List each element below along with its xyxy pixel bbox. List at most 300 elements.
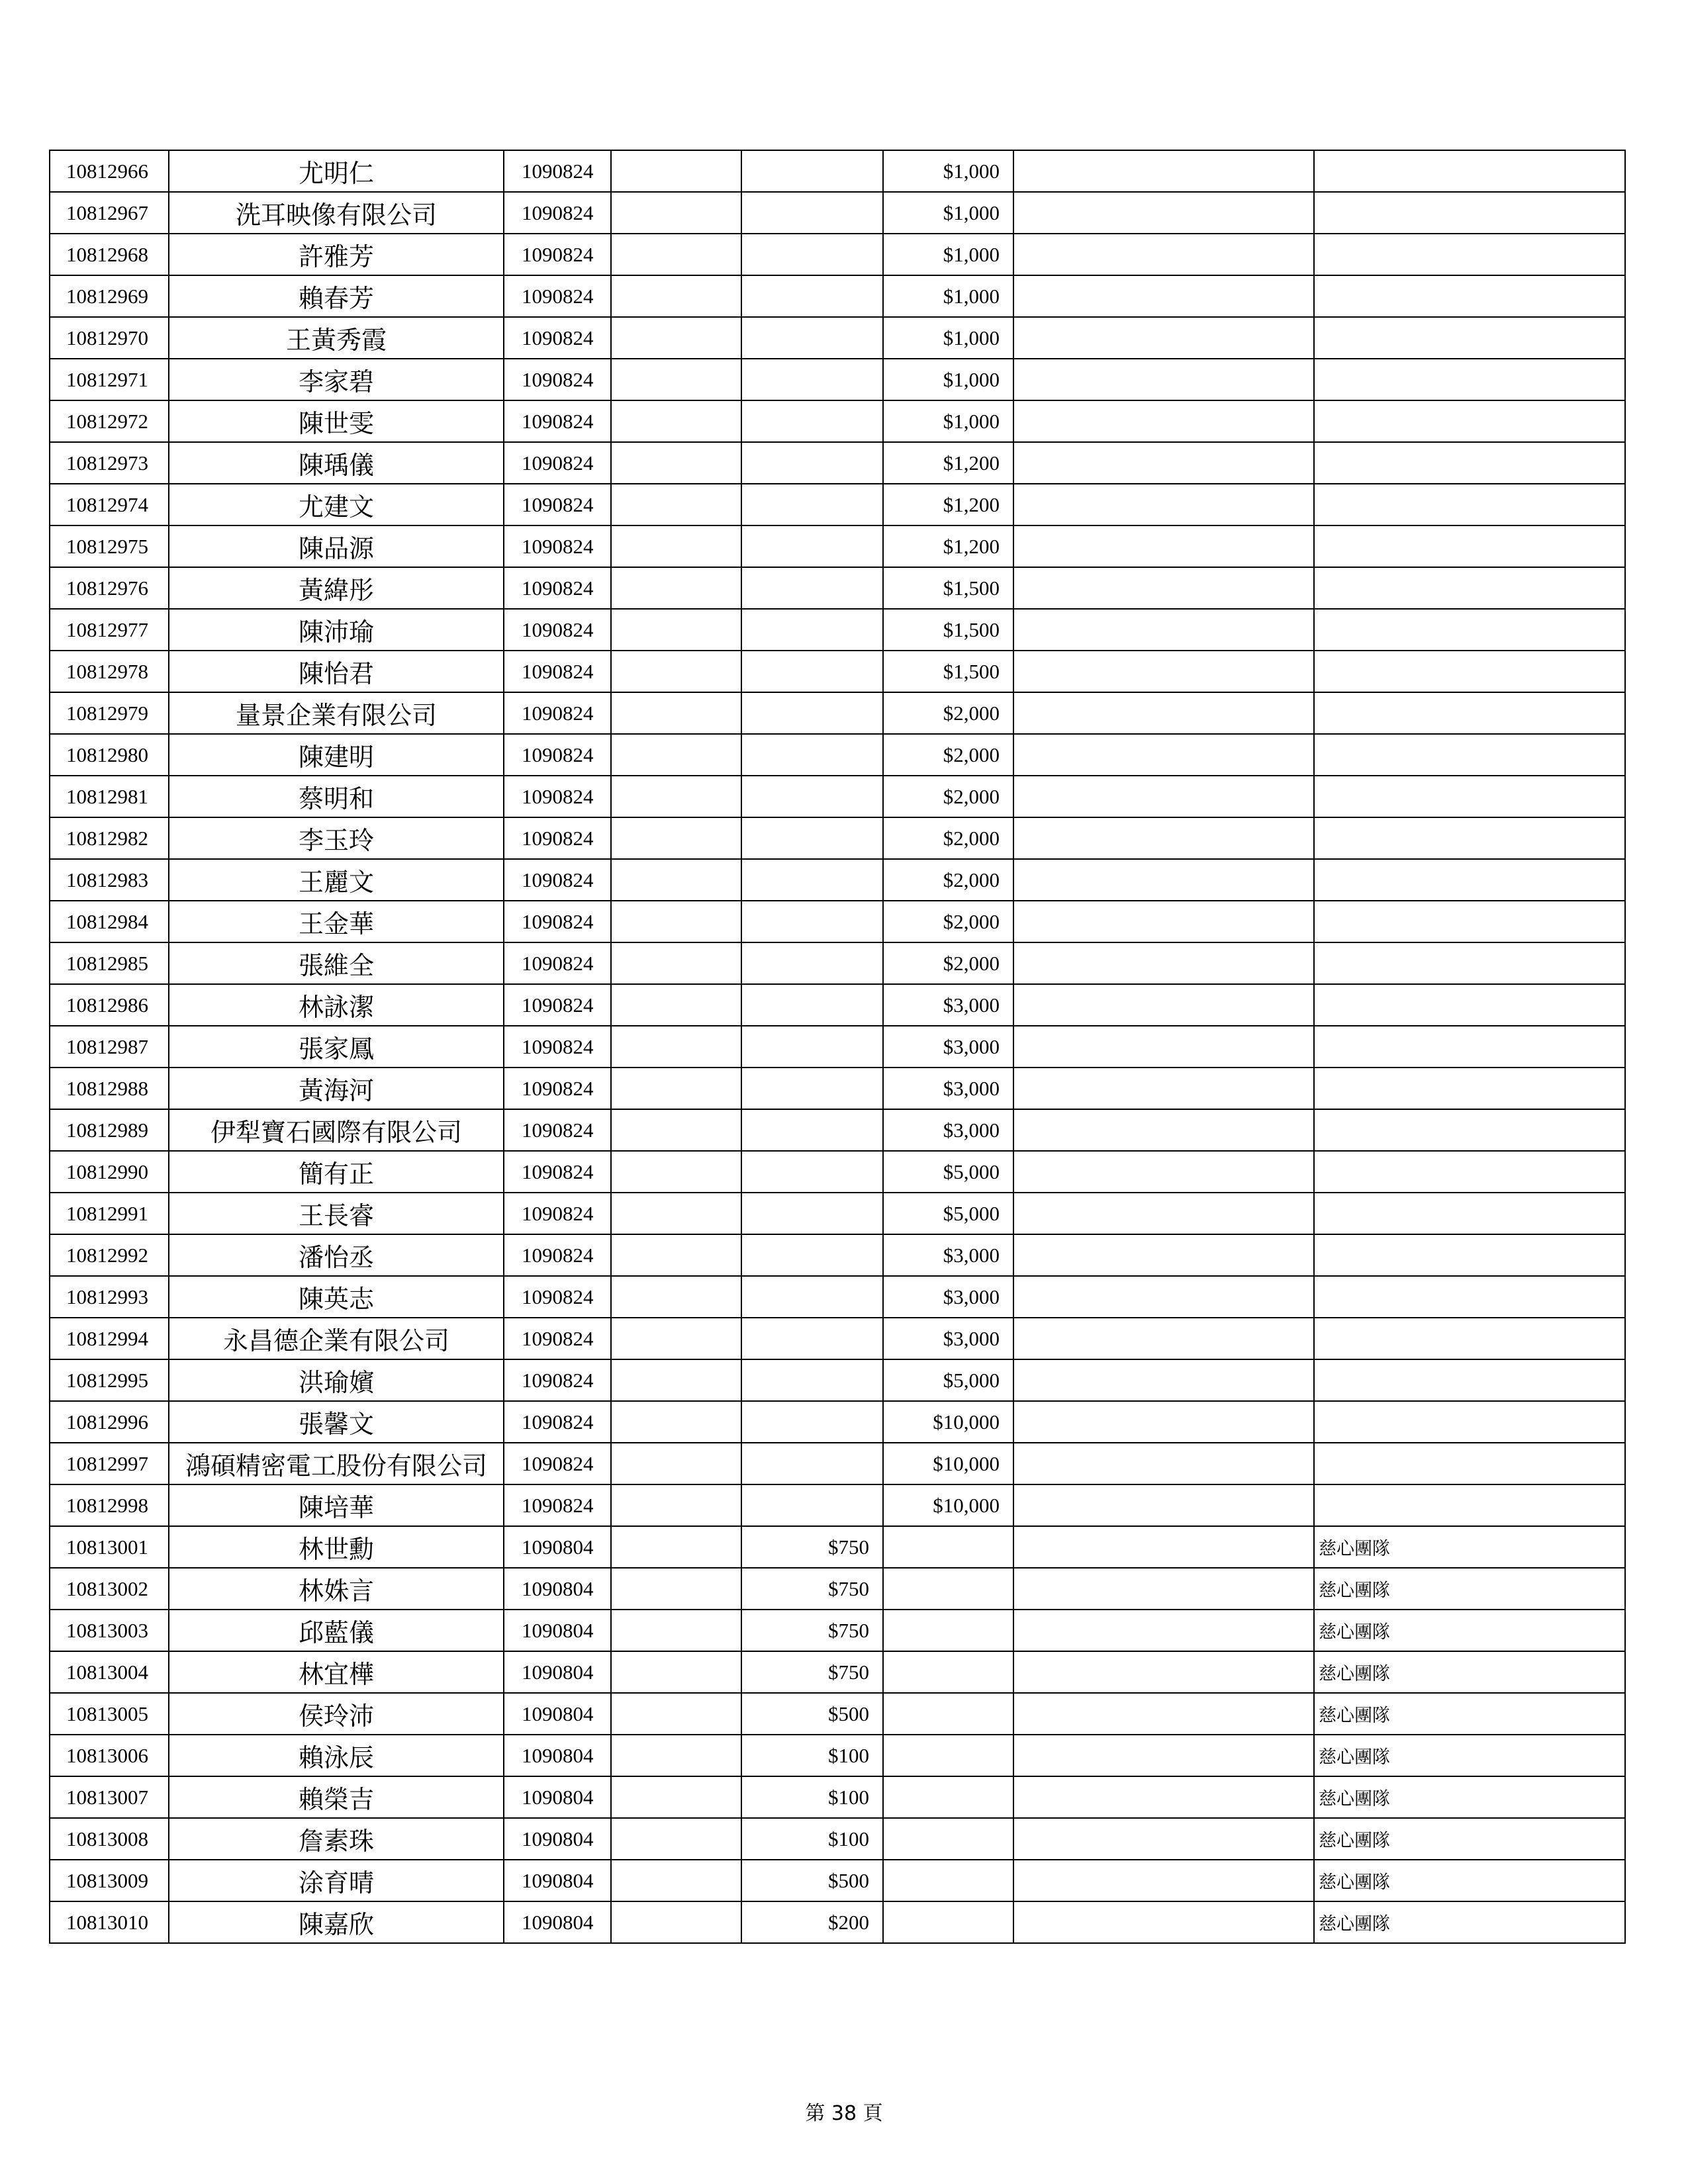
amount-column-4-cell	[1013, 1401, 1314, 1443]
table-row	[50, 1776, 1625, 1818]
receipt-number-cell: 10812983	[50, 859, 169, 901]
amount-column-3-cell: $3,000	[883, 1068, 1013, 1109]
amount-column-4-cell	[1013, 1234, 1314, 1276]
amount-column-1-cell	[611, 1026, 741, 1068]
donation-date-cell: 1090824	[504, 942, 611, 984]
donation-date-cell: 1090824	[504, 359, 611, 400]
amount-column-3-cell: $10,000	[883, 1401, 1013, 1443]
table-row	[50, 1068, 1625, 1109]
donation-date-cell: 1090824	[504, 192, 611, 234]
amount-column-2-cell: $750	[741, 1610, 883, 1651]
donor-name-cell: 詹素珠	[169, 1818, 504, 1860]
receipt-number-cell: 10813001	[50, 1526, 169, 1568]
donor-name-cell: 尤建文	[169, 484, 504, 525]
amount-column-4-cell	[1013, 1318, 1314, 1359]
amount-column-4-cell	[1013, 192, 1314, 234]
donor-name-cell: 陳嘉欣	[169, 1901, 504, 1943]
amount-column-3-cell	[883, 1860, 1013, 1901]
amount-column-4-cell	[1013, 1610, 1314, 1651]
amount-column-4-cell	[1013, 984, 1314, 1026]
amount-column-2-cell	[741, 484, 883, 525]
remark-cell	[1314, 234, 1625, 275]
donation-date-cell: 1090824	[504, 525, 611, 567]
table-row	[50, 1318, 1625, 1359]
amount-column-2-cell	[741, 1151, 883, 1193]
receipt-number-cell: 10812981	[50, 776, 169, 817]
amount-column-2-cell	[741, 442, 883, 484]
receipt-number-cell: 10812985	[50, 942, 169, 984]
amount-column-4-cell	[1013, 1484, 1314, 1526]
amount-column-2-cell	[741, 1401, 883, 1443]
amount-column-1-cell	[611, 1068, 741, 1109]
amount-column-1-cell	[611, 1651, 741, 1693]
receipt-number-cell: 10813010	[50, 1901, 169, 1943]
amount-column-1-cell	[611, 1109, 741, 1151]
amount-column-4-cell	[1013, 442, 1314, 484]
amount-column-2-cell	[741, 1026, 883, 1068]
amount-column-2-cell	[741, 651, 883, 692]
donation-date-cell: 1090804	[504, 1693, 611, 1735]
donor-name-cell: 張維全	[169, 942, 504, 984]
amount-column-4-cell	[1013, 1776, 1314, 1818]
receipt-number-cell: 10812997	[50, 1443, 169, 1484]
receipt-number-cell: 10812976	[50, 567, 169, 609]
donor-name-cell: 量景企業有限公司	[169, 692, 504, 734]
table-row	[50, 567, 1625, 609]
amount-column-1-cell	[611, 150, 741, 192]
remark-cell: 慈心團隊	[1314, 1735, 1625, 1776]
receipt-number-cell: 10812995	[50, 1359, 169, 1401]
donor-name-cell: 張馨文	[169, 1401, 504, 1443]
amount-column-3-cell: $5,000	[883, 1151, 1013, 1193]
table-row	[50, 525, 1625, 567]
amount-column-2-cell	[741, 901, 883, 942]
donor-name-cell: 李玉玲	[169, 817, 504, 859]
amount-column-4-cell	[1013, 317, 1314, 359]
amount-column-4-cell	[1013, 1151, 1314, 1193]
amount-column-4-cell	[1013, 734, 1314, 776]
remark-cell	[1314, 1151, 1625, 1193]
table-row	[50, 1484, 1625, 1526]
table-row	[50, 692, 1625, 734]
amount-column-1-cell	[611, 317, 741, 359]
receipt-number-cell: 10812971	[50, 359, 169, 400]
amount-column-1-cell	[611, 442, 741, 484]
amount-column-4-cell	[1013, 1901, 1314, 1943]
amount-column-2-cell	[741, 1109, 883, 1151]
amount-column-1-cell	[611, 1526, 741, 1568]
amount-column-3-cell: $3,000	[883, 1234, 1013, 1276]
receipt-number-cell: 10812993	[50, 1276, 169, 1318]
amount-column-2-cell	[741, 776, 883, 817]
remark-cell	[1314, 567, 1625, 609]
remark-cell	[1314, 1109, 1625, 1151]
amount-column-1-cell	[611, 1860, 741, 1901]
amount-column-4-cell	[1013, 150, 1314, 192]
donor-name-cell: 陳世雯	[169, 400, 504, 442]
remark-cell	[1314, 776, 1625, 817]
receipt-number-cell: 10812990	[50, 1151, 169, 1193]
amount-column-2-cell	[741, 859, 883, 901]
donation-date-cell: 1090824	[504, 734, 611, 776]
amount-column-2-cell	[741, 192, 883, 234]
donation-date-cell: 1090824	[504, 442, 611, 484]
amount-column-4-cell	[1013, 1651, 1314, 1693]
table-row	[50, 1860, 1625, 1901]
amount-column-1-cell	[611, 984, 741, 1026]
amount-column-2-cell	[741, 567, 883, 609]
remark-cell: 慈心團隊	[1314, 1568, 1625, 1610]
donor-name-cell: 王金華	[169, 901, 504, 942]
amount-column-3-cell: $2,000	[883, 859, 1013, 901]
donor-name-cell: 黃緯彤	[169, 567, 504, 609]
donor-name-cell: 陳瑀儀	[169, 442, 504, 484]
table-row	[50, 1026, 1625, 1068]
amount-column-4-cell	[1013, 1860, 1314, 1901]
table-row	[50, 1401, 1625, 1443]
amount-column-1-cell	[611, 1401, 741, 1443]
table-row	[50, 234, 1625, 275]
amount-column-1-cell	[611, 1234, 741, 1276]
amount-column-1-cell	[611, 525, 741, 567]
amount-column-2-cell	[741, 609, 883, 651]
table-row	[50, 400, 1625, 442]
amount-column-3-cell: $1,000	[883, 317, 1013, 359]
donation-date-cell: 1090804	[504, 1860, 611, 1901]
receipt-number-cell: 10812988	[50, 1068, 169, 1109]
remark-cell: 慈心團隊	[1314, 1901, 1625, 1943]
donor-name-cell: 林宜樺	[169, 1651, 504, 1693]
remark-cell	[1314, 1359, 1625, 1401]
remark-cell	[1314, 442, 1625, 484]
amount-column-3-cell	[883, 1651, 1013, 1693]
amount-column-1-cell	[611, 734, 741, 776]
remark-cell: 慈心團隊	[1314, 1526, 1625, 1568]
donation-date-cell: 1090824	[504, 901, 611, 942]
amount-column-1-cell	[611, 901, 741, 942]
amount-column-3-cell: $1,200	[883, 442, 1013, 484]
donation-date-cell: 1090824	[504, 1068, 611, 1109]
donor-name-cell: 伊犁寶石國際有限公司	[169, 1109, 504, 1151]
donation-date-cell: 1090824	[504, 1109, 611, 1151]
table-row	[50, 442, 1625, 484]
donation-date-cell: 1090824	[504, 609, 611, 651]
amount-column-4-cell	[1013, 1068, 1314, 1109]
receipt-number-cell: 10812968	[50, 234, 169, 275]
remark-cell: 慈心團隊	[1314, 1610, 1625, 1651]
remark-cell	[1314, 525, 1625, 567]
remark-cell	[1314, 192, 1625, 234]
donation-date-cell: 1090804	[504, 1901, 611, 1943]
donation-date-cell: 1090824	[504, 400, 611, 442]
receipt-number-cell: 10812991	[50, 1193, 169, 1234]
donor-name-cell: 鴻碩精密電工股份有限公司	[169, 1443, 504, 1484]
amount-column-3-cell: $1,500	[883, 609, 1013, 651]
amount-column-1-cell	[611, 359, 741, 400]
amount-column-3-cell: $1,500	[883, 651, 1013, 692]
amount-column-3-cell: $5,000	[883, 1193, 1013, 1234]
amount-column-2-cell: $500	[741, 1693, 883, 1735]
amount-column-4-cell	[1013, 484, 1314, 525]
amount-column-2-cell	[741, 1318, 883, 1359]
amount-column-2-cell	[741, 1193, 883, 1234]
amount-column-4-cell	[1013, 234, 1314, 275]
table-row	[50, 984, 1625, 1026]
table-row	[50, 1693, 1625, 1735]
remark-cell	[1314, 734, 1625, 776]
table-row	[50, 1818, 1625, 1860]
amount-column-3-cell	[883, 1568, 1013, 1610]
amount-column-4-cell	[1013, 817, 1314, 859]
amount-column-1-cell	[611, 817, 741, 859]
remark-cell	[1314, 817, 1625, 859]
amount-column-3-cell: $1,000	[883, 234, 1013, 275]
remark-cell: 慈心團隊	[1314, 1860, 1625, 1901]
remark-cell	[1314, 150, 1625, 192]
amount-column-3-cell: $1,500	[883, 567, 1013, 609]
receipt-number-cell: 10812975	[50, 525, 169, 567]
table-row	[50, 734, 1625, 776]
amount-column-1-cell	[611, 275, 741, 317]
remark-cell	[1314, 692, 1625, 734]
table-row	[50, 1234, 1625, 1276]
amount-column-2-cell	[741, 1276, 883, 1318]
amount-column-1-cell	[611, 1359, 741, 1401]
amount-column-2-cell	[741, 1234, 883, 1276]
table-row	[50, 1651, 1625, 1693]
amount-column-2-cell	[741, 1359, 883, 1401]
table-row	[50, 1109, 1625, 1151]
table-row	[50, 609, 1625, 651]
table-row	[50, 1901, 1625, 1943]
donor-name-cell: 洗耳映像有限公司	[169, 192, 504, 234]
donor-name-cell: 王黃秀霞	[169, 317, 504, 359]
amount-column-1-cell	[611, 776, 741, 817]
donation-date-cell: 1090824	[504, 1193, 611, 1234]
donation-date-cell: 1090824	[504, 1151, 611, 1193]
amount-column-4-cell	[1013, 1735, 1314, 1776]
amount-column-3-cell: $2,000	[883, 734, 1013, 776]
receipt-number-cell: 10812994	[50, 1318, 169, 1359]
table-row	[50, 776, 1625, 817]
receipt-number-cell: 10813009	[50, 1860, 169, 1901]
amount-column-1-cell	[611, 692, 741, 734]
donation-date-cell: 1090824	[504, 1026, 611, 1068]
amount-column-3-cell: $1,000	[883, 150, 1013, 192]
remark-cell: 慈心團隊	[1314, 1776, 1625, 1818]
amount-column-3-cell	[883, 1693, 1013, 1735]
amount-column-2-cell	[741, 525, 883, 567]
amount-column-4-cell	[1013, 901, 1314, 942]
amount-column-1-cell	[611, 1818, 741, 1860]
amount-column-3-cell: $1,200	[883, 484, 1013, 525]
amount-column-3-cell: $1,000	[883, 275, 1013, 317]
donor-name-cell: 賴榮吉	[169, 1776, 504, 1818]
amount-column-1-cell	[611, 1484, 741, 1526]
donor-name-cell: 尤明仁	[169, 150, 504, 192]
remark-cell	[1314, 1234, 1625, 1276]
donor-name-cell: 陳品源	[169, 525, 504, 567]
amount-column-3-cell: $5,000	[883, 1359, 1013, 1401]
donation-date-cell: 1090824	[504, 1443, 611, 1484]
remark-cell	[1314, 1443, 1625, 1484]
amount-column-4-cell	[1013, 609, 1314, 651]
remark-cell	[1314, 317, 1625, 359]
amount-column-1-cell	[611, 1276, 741, 1318]
amount-column-1-cell	[611, 651, 741, 692]
amount-column-2-cell	[741, 817, 883, 859]
donation-date-cell: 1090824	[504, 692, 611, 734]
amount-column-3-cell: $3,000	[883, 984, 1013, 1026]
amount-column-3-cell: $3,000	[883, 1026, 1013, 1068]
receipt-number-cell: 10812992	[50, 1234, 169, 1276]
receipt-number-cell: 10812970	[50, 317, 169, 359]
amount-column-2-cell: $750	[741, 1651, 883, 1693]
receipt-number-cell: 10813007	[50, 1776, 169, 1818]
amount-column-1-cell	[611, 234, 741, 275]
amount-column-1-cell	[611, 1193, 741, 1234]
amount-column-2-cell: $100	[741, 1735, 883, 1776]
amount-column-4-cell	[1013, 1693, 1314, 1735]
amount-column-2-cell: $200	[741, 1901, 883, 1943]
donation-date-cell: 1090824	[504, 1359, 611, 1401]
donation-date-cell: 1090804	[504, 1568, 611, 1610]
amount-column-1-cell	[611, 1318, 741, 1359]
receipt-number-cell: 10812973	[50, 442, 169, 484]
amount-column-2-cell	[741, 734, 883, 776]
donation-date-cell: 1090804	[504, 1818, 611, 1860]
receipt-number-cell: 10812974	[50, 484, 169, 525]
receipt-number-cell: 10812969	[50, 275, 169, 317]
table-row	[50, 1735, 1625, 1776]
amount-column-4-cell	[1013, 859, 1314, 901]
donor-name-cell: 陳培華	[169, 1484, 504, 1526]
amount-column-2-cell	[741, 984, 883, 1026]
amount-column-2-cell: $750	[741, 1568, 883, 1610]
table-row	[50, 484, 1625, 525]
amount-column-1-cell	[611, 942, 741, 984]
donor-name-cell: 蔡明和	[169, 776, 504, 817]
donation-date-cell: 1090824	[504, 567, 611, 609]
amount-column-2-cell	[741, 942, 883, 984]
amount-column-4-cell	[1013, 942, 1314, 984]
table-row	[50, 1151, 1625, 1193]
donor-name-cell: 侯玲沛	[169, 1693, 504, 1735]
amount-column-4-cell	[1013, 359, 1314, 400]
remark-cell	[1314, 1026, 1625, 1068]
remark-cell: 慈心團隊	[1314, 1651, 1625, 1693]
receipt-number-cell: 10812998	[50, 1484, 169, 1526]
amount-column-2-cell: $500	[741, 1860, 883, 1901]
donation-date-cell: 1090824	[504, 275, 611, 317]
table-row	[50, 651, 1625, 692]
table-row	[50, 1568, 1625, 1610]
amount-column-1-cell	[611, 400, 741, 442]
amount-column-1-cell	[611, 1568, 741, 1610]
receipt-number-cell: 10812989	[50, 1109, 169, 1151]
table-row	[50, 942, 1625, 984]
donor-name-cell: 王長睿	[169, 1193, 504, 1234]
amount-column-1-cell	[611, 1693, 741, 1735]
amount-column-3-cell: $1,000	[883, 192, 1013, 234]
receipt-number-cell: 10813003	[50, 1610, 169, 1651]
donation-date-cell: 1090824	[504, 651, 611, 692]
donor-name-cell: 王麗文	[169, 859, 504, 901]
amount-column-1-cell	[611, 1735, 741, 1776]
amount-column-2-cell	[741, 234, 883, 275]
remark-cell	[1314, 1484, 1625, 1526]
amount-column-2-cell	[741, 317, 883, 359]
amount-column-4-cell	[1013, 1026, 1314, 1068]
amount-column-4-cell	[1013, 1193, 1314, 1234]
donor-name-cell: 涂育晴	[169, 1860, 504, 1901]
amount-column-1-cell	[611, 567, 741, 609]
receipt-number-cell: 10812972	[50, 400, 169, 442]
donation-date-cell: 1090824	[504, 150, 611, 192]
donor-name-cell: 簡有正	[169, 1151, 504, 1193]
amount-column-1-cell	[611, 1443, 741, 1484]
receipt-number-cell: 10812986	[50, 984, 169, 1026]
amount-column-4-cell	[1013, 567, 1314, 609]
donation-date-cell: 1090824	[504, 1401, 611, 1443]
amount-column-2-cell	[741, 400, 883, 442]
donor-name-cell: 邱藍儀	[169, 1610, 504, 1651]
amount-column-1-cell	[611, 1151, 741, 1193]
amount-column-4-cell	[1013, 1443, 1314, 1484]
amount-column-3-cell: $3,000	[883, 1318, 1013, 1359]
remark-cell	[1314, 400, 1625, 442]
amount-column-2-cell	[741, 1443, 883, 1484]
amount-column-4-cell	[1013, 651, 1314, 692]
amount-column-4-cell	[1013, 400, 1314, 442]
amount-column-2-cell: $750	[741, 1526, 883, 1568]
remark-cell	[1314, 1068, 1625, 1109]
receipt-number-cell: 10813008	[50, 1818, 169, 1860]
table-row	[50, 859, 1625, 901]
donor-name-cell: 林世勳	[169, 1526, 504, 1568]
amount-column-3-cell	[883, 1776, 1013, 1818]
amount-column-3-cell	[883, 1901, 1013, 1943]
amount-column-2-cell	[741, 1068, 883, 1109]
donation-date-cell: 1090824	[504, 776, 611, 817]
amount-column-3-cell: $2,000	[883, 901, 1013, 942]
ledger-body	[50, 150, 1625, 1943]
donor-name-cell: 陳建明	[169, 734, 504, 776]
amount-column-4-cell	[1013, 1109, 1314, 1151]
amount-column-3-cell	[883, 1818, 1013, 1860]
amount-column-3-cell	[883, 1735, 1013, 1776]
receipt-number-cell: 10813004	[50, 1651, 169, 1693]
amount-column-4-cell	[1013, 525, 1314, 567]
amount-column-2-cell	[741, 692, 883, 734]
amount-column-3-cell: $2,000	[883, 776, 1013, 817]
donor-name-cell: 林詠潔	[169, 984, 504, 1026]
donation-date-cell: 1090824	[504, 484, 611, 525]
donor-name-cell: 陳英志	[169, 1276, 504, 1318]
receipt-number-cell: 10812987	[50, 1026, 169, 1068]
donation-date-cell: 1090824	[504, 1276, 611, 1318]
amount-column-4-cell	[1013, 1818, 1314, 1860]
donor-name-cell: 李家碧	[169, 359, 504, 400]
amount-column-4-cell	[1013, 692, 1314, 734]
amount-column-1-cell	[611, 1776, 741, 1818]
amount-column-3-cell: $2,000	[883, 692, 1013, 734]
donor-name-cell: 洪瑜嬪	[169, 1359, 504, 1401]
table-row	[50, 817, 1625, 859]
receipt-number-cell: 10812978	[50, 651, 169, 692]
amount-column-2-cell	[741, 275, 883, 317]
donor-name-cell: 陳怡君	[169, 651, 504, 692]
